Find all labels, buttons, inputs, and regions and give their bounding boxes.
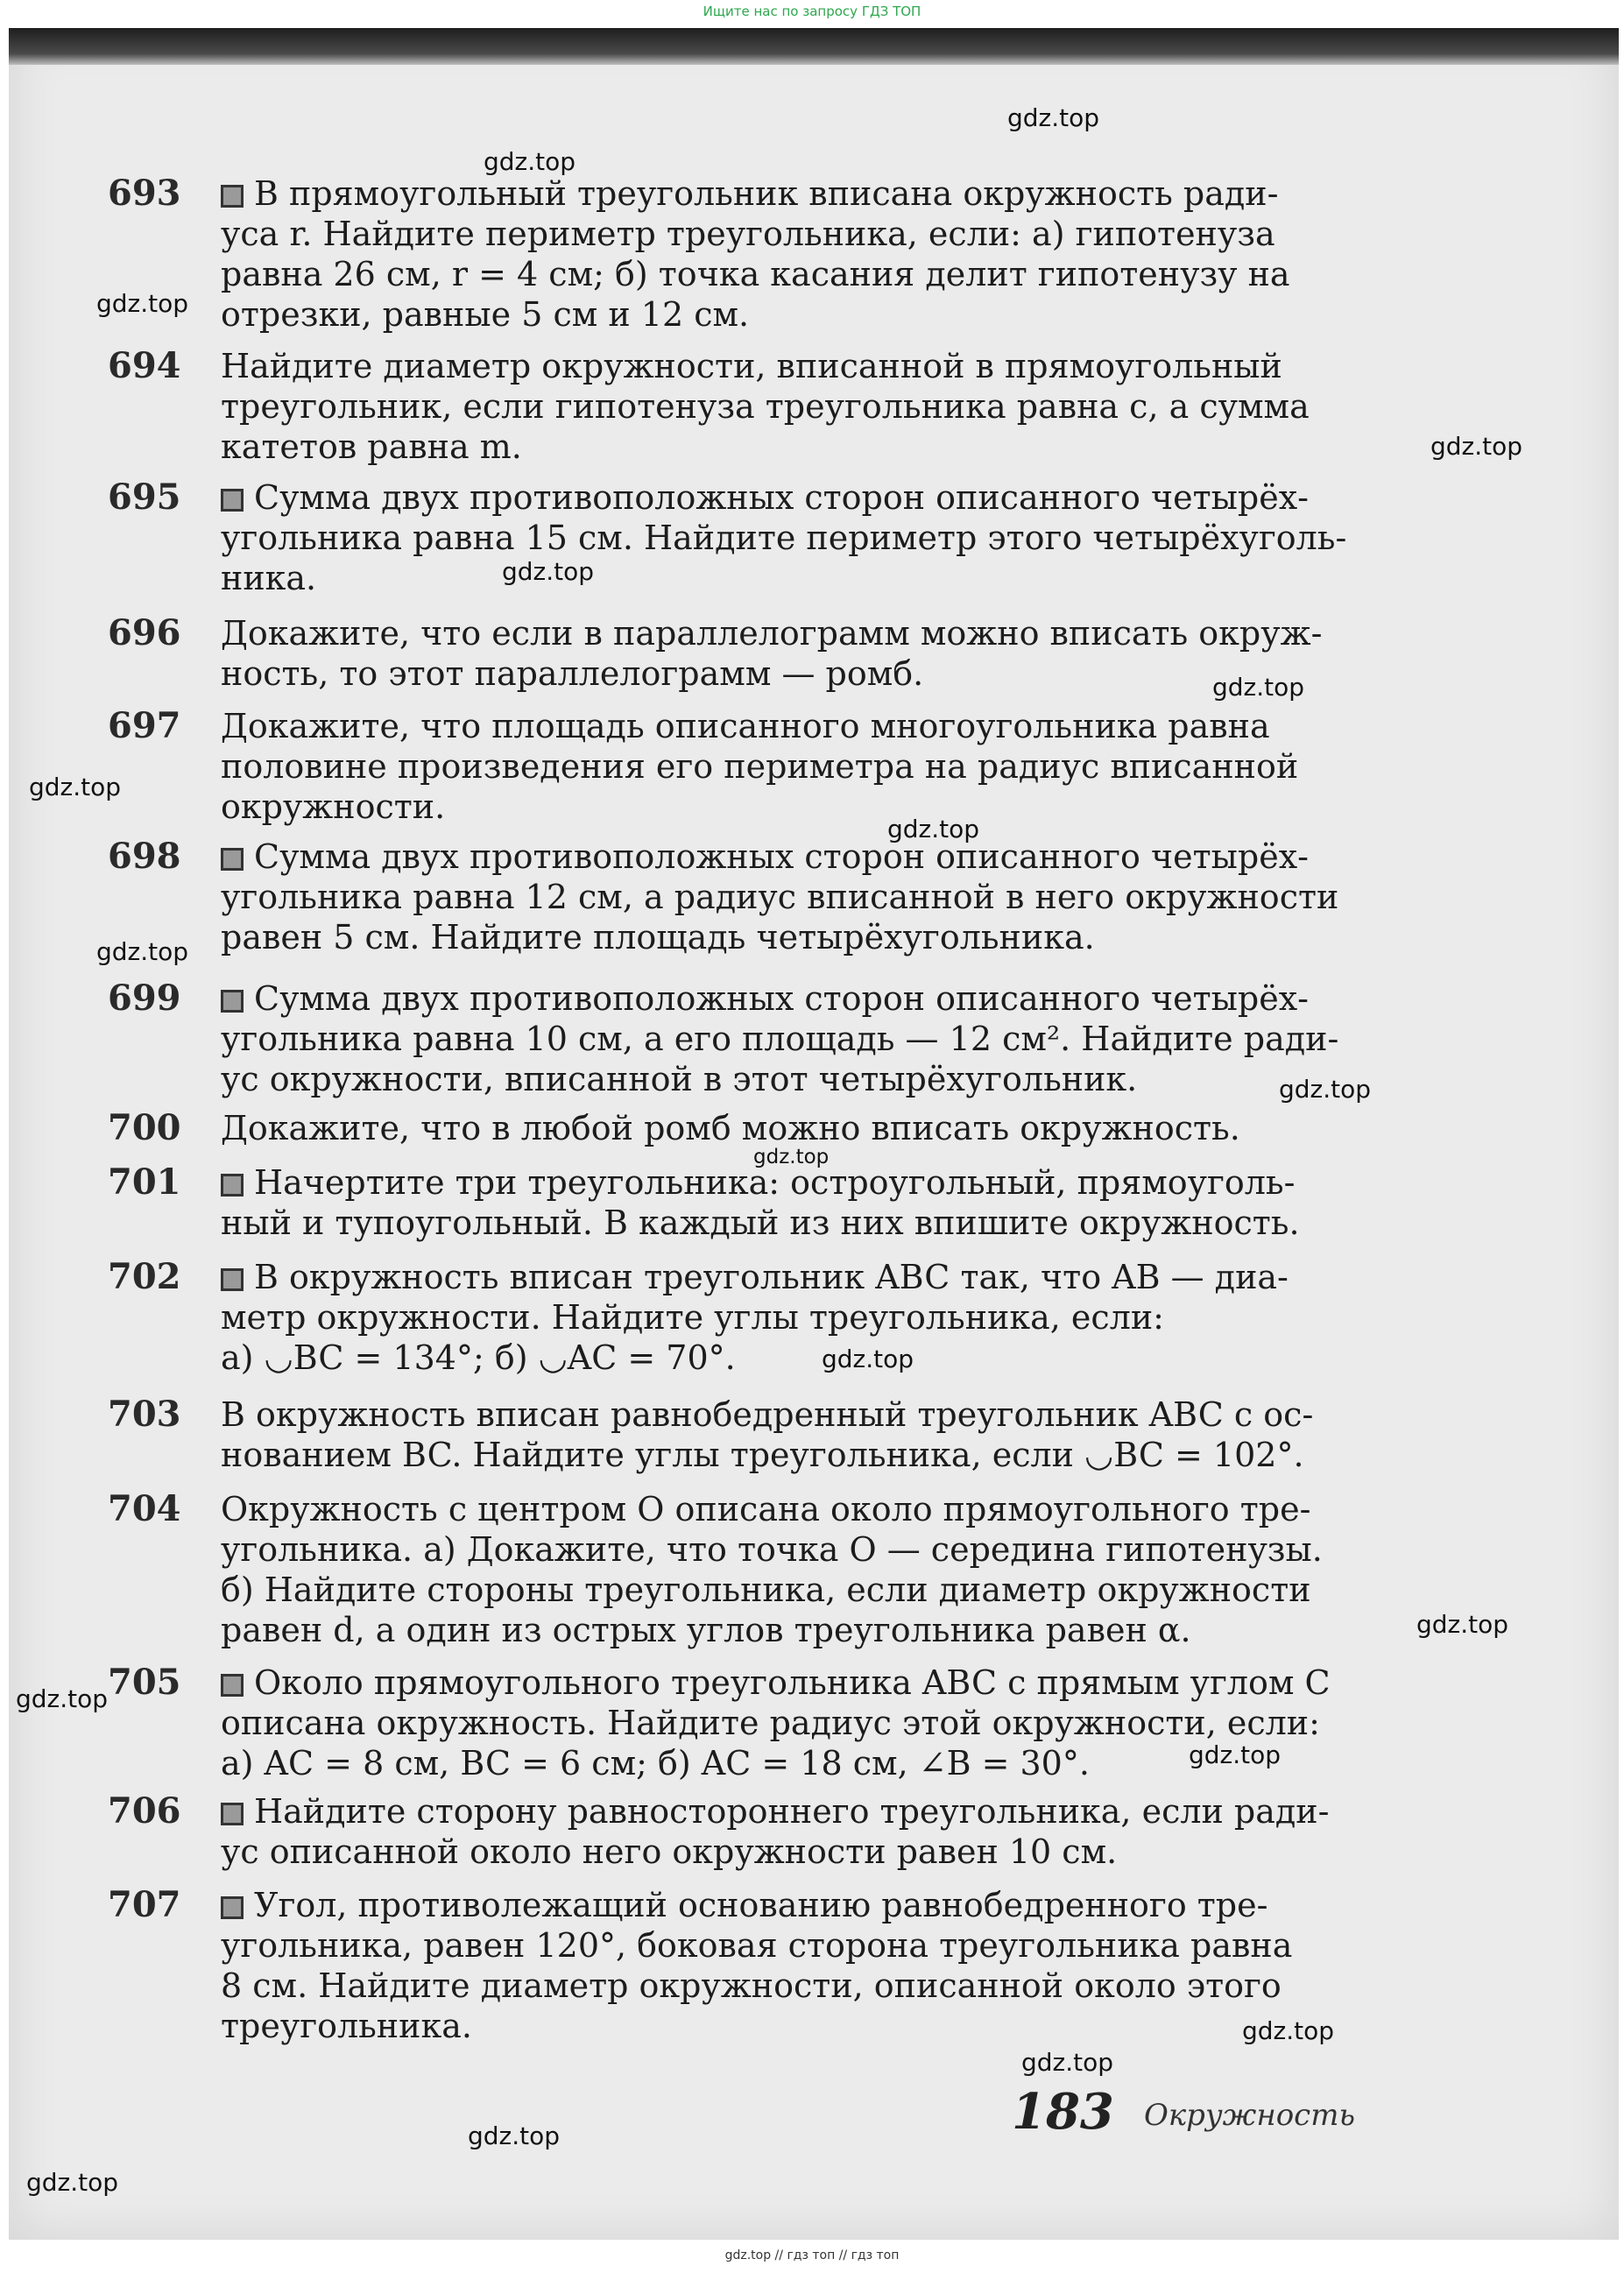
line-text: 8 см. Найдите диаметр окружности, описанной около этого	[221, 1966, 1282, 2005]
problem-text	[221, 1489, 1466, 1650]
difficulty-square-icon	[221, 1268, 244, 1291]
difficulty-square-icon	[221, 1674, 244, 1697]
line-text: угольника равна 10 см, а его площадь — 12 см². Найдите ради-	[221, 1020, 1339, 1058]
problem-number: 693	[108, 173, 181, 214]
line-text: Сумма двух противоположных сторон описанного четырёх-	[254, 979, 1309, 1018]
bottom-links[interactable]: gdz.top // гдз топ // гдз топ	[724, 2248, 900, 2262]
problem-number: 699	[108, 978, 181, 1019]
line-text: треугольника.	[221, 2007, 472, 2045]
problem-number: 696	[108, 612, 181, 653]
line-text: отрезки, равные 5 см и 12 см.	[221, 295, 750, 334]
line-text: ус окружности, вписанной в этот четырёхугольник.	[221, 1060, 1138, 1098]
problem-text-line	[221, 294, 1466, 335]
line-text: катетов равна m.	[221, 427, 522, 466]
line-text: угольника равна 15 см. Найдите периметр этого четырёхуголь-	[221, 519, 1347, 557]
problem-text-line	[221, 1019, 1466, 1059]
difficulty-square-icon	[221, 489, 244, 512]
problem-number: 695	[108, 476, 181, 518]
problem-number: 704	[108, 1488, 181, 1529]
watermark: gdz.top	[753, 1146, 830, 1168]
problem-text-line	[221, 836, 1466, 877]
problem-number: 703	[108, 1394, 181, 1435]
watermark: gdz.top	[1189, 1740, 1282, 1769]
problem-text-line	[221, 1108, 1466, 1148]
watermark: gdz.top	[96, 289, 189, 318]
problem-text	[221, 1791, 1466, 1872]
line-text: ный и тупоугольный. В каждый из них впишите окружность.	[221, 1204, 1300, 1242]
line-text: угольника, равен 120°, боковая сторона треугольника равна	[221, 1926, 1293, 1965]
line-text: а) ◡BC = 134°; б) ◡AC = 70°.	[221, 1338, 736, 1377]
line-text: угольника. а) Докажите, что точка O — середина гипотенузы.	[221, 1530, 1323, 1569]
line-text: Около прямоугольного треугольника ABC с прямым углом C	[254, 1663, 1331, 1702]
problem-text-line	[221, 787, 1466, 827]
problem-text-line	[221, 518, 1466, 558]
difficulty-square-icon	[221, 185, 244, 208]
problem-number: 701	[108, 1161, 181, 1203]
problem-text	[221, 477, 1466, 598]
watermark: gdz.top	[26, 2168, 119, 2197]
problem-number: 698	[108, 836, 181, 877]
difficulty-square-icon	[221, 990, 244, 1013]
problem-text-line	[221, 1529, 1466, 1570]
line-text: описана окружность. Найдите радиус этой окружности, если:	[221, 1704, 1320, 1742]
problem-number: 706	[108, 1790, 181, 1832]
problem-text	[221, 1162, 1466, 1243]
problem-text-line	[221, 1257, 1466, 1297]
problem-text-line	[221, 427, 1466, 467]
problem-text-line	[221, 386, 1466, 427]
watermark: gdz.top	[484, 147, 576, 176]
problem-text-line	[221, 746, 1466, 787]
line-text: Окружность с центром O описана около прямоугольного тре-	[221, 1490, 1311, 1528]
problem-text-line	[221, 1703, 1466, 1743]
problem-text-line	[221, 917, 1466, 957]
problem-text	[221, 1108, 1466, 1148]
problem-text-line	[221, 1489, 1466, 1529]
problem-text-line	[221, 877, 1466, 917]
line-text: треугольник, если гипотенуза треугольника равна c, а сумма	[221, 387, 1310, 426]
line-text: Сумма двух противоположных сторон описанного четырёх-	[254, 478, 1309, 517]
line-text: окружности.	[221, 787, 446, 826]
line-text: нованием BC. Найдите углы треугольника, если ◡BC = 102°.	[221, 1436, 1304, 1474]
problem-text	[221, 173, 1466, 335]
line-text: ус описанной около него окружности равен 10 см.	[221, 1832, 1118, 1871]
problem-text-line	[221, 613, 1466, 653]
line-text: Докажите, что площадь описанного многоугольника равна	[221, 707, 1270, 745]
problem-text-line	[221, 1610, 1466, 1650]
problem-text-line	[221, 173, 1466, 214]
difficulty-square-icon	[221, 1803, 244, 1825]
problem-text-line	[221, 1885, 1466, 1925]
problem-text-line	[221, 1791, 1466, 1832]
problem-text-line	[221, 1570, 1466, 1610]
watermark: gdz.top	[822, 1345, 914, 1373]
watermark: gdz.top	[1212, 673, 1305, 702]
line-text: В окружность вписан треугольник ABC так, что AB — диа-	[254, 1258, 1289, 1296]
watermark: gdz.top	[1430, 432, 1523, 461]
top-banner[interactable]: Ищите нас по запросу ГДЗ ТОП	[703, 4, 921, 19]
problem-text-line	[221, 1297, 1466, 1338]
line-text: а) AC = 8 см, BC = 6 см; б) AC = 18 см, ∠B = 30°.	[221, 1744, 1090, 1782]
line-text: ника.	[221, 559, 317, 597]
problem-number: 694	[108, 345, 181, 386]
difficulty-square-icon	[221, 848, 244, 871]
difficulty-square-icon	[221, 1896, 244, 1919]
problem-text-line	[221, 1966, 1466, 2006]
problem-text-line	[221, 214, 1466, 254]
problem-text-line	[221, 477, 1466, 518]
problem-text	[221, 836, 1466, 957]
watermark: gdz.top	[29, 773, 122, 801]
line-text: метр окружности. Найдите углы треугольника, если:	[221, 1298, 1164, 1337]
chapter-title: Окружность	[1144, 2098, 1355, 2133]
line-text: равна 26 см, r = 4 см; б) точка касания делит гипотенузу на	[221, 255, 1290, 293]
watermark: gdz.top	[96, 937, 189, 966]
line-text: уса r. Найдите периметр треугольника, если: а) гипотенуза	[221, 215, 1275, 253]
line-text: Угол, противолежащий основанию равнобедренного тре-	[254, 1886, 1268, 1924]
problem-number: 707	[108, 1884, 181, 1925]
watermark: gdz.top	[16, 1684, 109, 1713]
page-number: 183	[1012, 2083, 1114, 2141]
line-text: б) Найдите стороны треугольника, если диаметр окружности	[221, 1571, 1311, 1609]
problem-text-line	[221, 1435, 1466, 1475]
problem-text	[221, 346, 1466, 467]
problem-text-line	[221, 346, 1466, 386]
line-text: В прямоугольный треугольник вписана окружность ради-	[254, 174, 1279, 213]
problem-text-line	[221, 706, 1466, 746]
problem-text-line	[221, 978, 1466, 1019]
line-text: Сумма двух противоположных сторон описанного четырёх-	[254, 837, 1309, 876]
problem-number: 700	[108, 1107, 181, 1148]
problem-text-line	[221, 1394, 1466, 1435]
problem-number: 705	[108, 1662, 181, 1703]
line-text: равен 5 см. Найдите площадь четырёхугольника.	[221, 918, 1095, 956]
problem-number: 702	[108, 1256, 181, 1297]
watermark: gdz.top	[1416, 1610, 1509, 1639]
line-text: В окружность вписан равнобедренный треугольник ABC с ос-	[221, 1395, 1314, 1434]
problem-number: 697	[108, 705, 181, 746]
watermark: gdz.top	[468, 2121, 561, 2150]
line-text: равен d, а один из острых углов треугольника равен α.	[221, 1611, 1191, 1649]
problem-text-line	[221, 1662, 1466, 1703]
watermark: gdz.top	[1021, 2048, 1114, 2077]
watermark: gdz.top	[502, 557, 595, 586]
problem-text-line	[221, 1925, 1466, 1966]
line-text: Найдите диаметр окружности, вписанной в прямоугольный	[221, 347, 1282, 385]
line-text: половине произведения его периметра на радиус вписанной	[221, 747, 1299, 786]
line-text: Начертите три треугольника: остроугольный, прямоуголь-	[254, 1163, 1296, 1202]
page-scan-edge	[9, 28, 1619, 65]
problem-text-line	[221, 254, 1466, 294]
line-text: Докажите, что если в параллелограмм можно вписать окруж-	[221, 614, 1323, 653]
problem-text-line	[221, 1832, 1466, 1872]
problem-text	[221, 1394, 1466, 1475]
problem-text	[221, 706, 1466, 827]
line-text: ность, то этот параллелограмм — ромб.	[221, 654, 924, 693]
difficulty-square-icon	[221, 1174, 244, 1197]
problem-text-line	[221, 1162, 1466, 1203]
problem-text-line	[221, 558, 1466, 598]
watermark: gdz.top	[887, 815, 980, 844]
line-text: угольника равна 12 см, а радиус вписанной в него окружности	[221, 878, 1339, 916]
line-text: Докажите, что в любой ромб можно вписать окружность.	[221, 1109, 1240, 1147]
watermark: gdz.top	[1007, 103, 1100, 132]
watermark: gdz.top	[1279, 1075, 1372, 1104]
line-text: Найдите сторону равностороннего треугольника, если ради-	[254, 1792, 1330, 1831]
problem-text-line	[221, 1203, 1466, 1243]
watermark: gdz.top	[1242, 2016, 1335, 2045]
